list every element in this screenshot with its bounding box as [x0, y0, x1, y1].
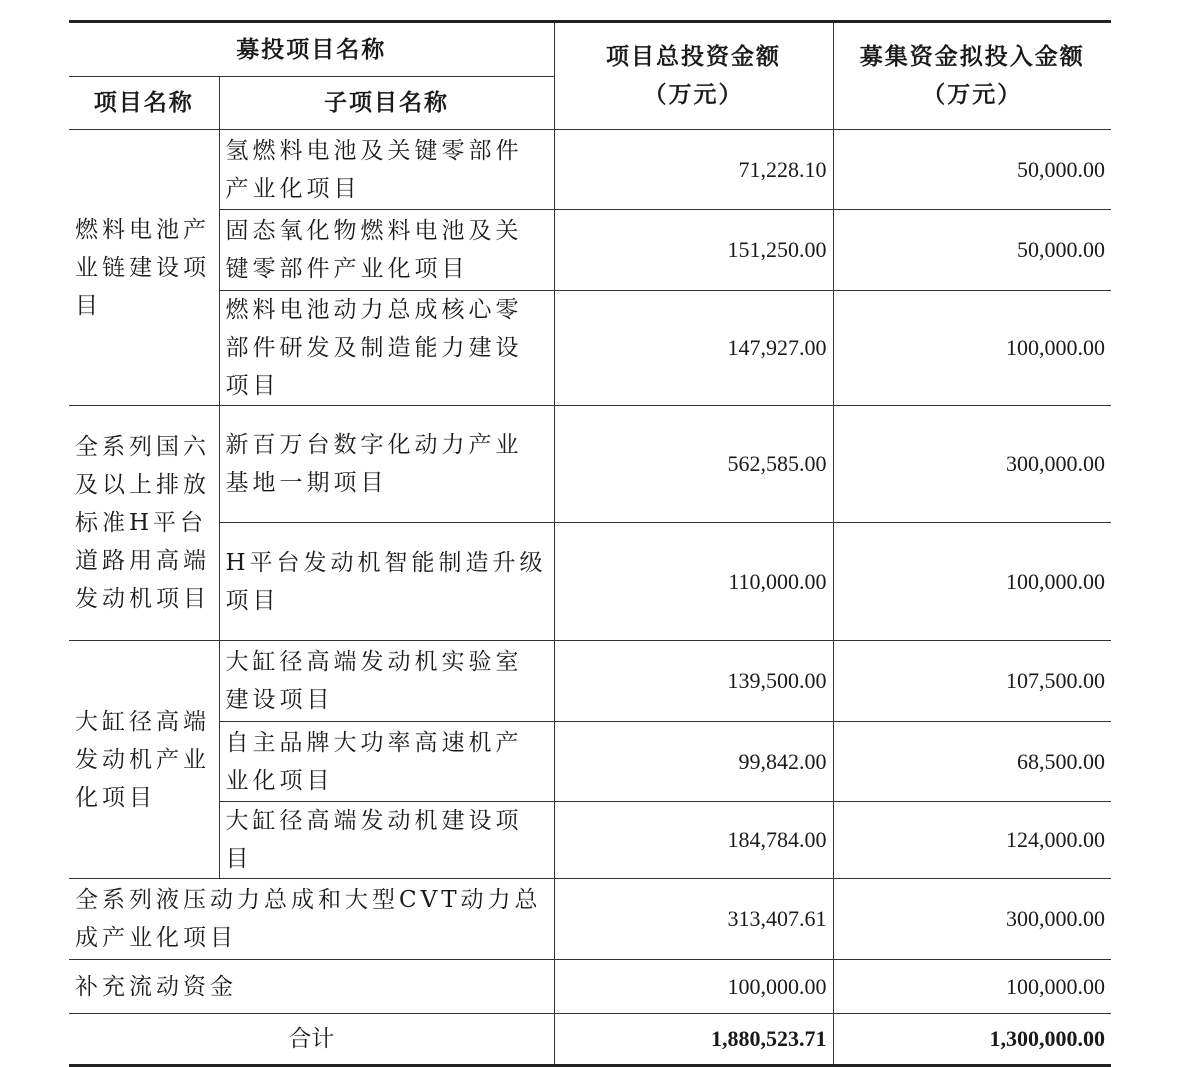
- sub-project-cell: 固态氧化物燃料电池及关键零部件产业化项目: [219, 210, 554, 291]
- project-name-cell: 全系列国六及以上排放标准H平台道路用高端发动机项目: [69, 406, 219, 641]
- header-raised-funds: 募集资金拟投入金额 （万元）: [833, 22, 1111, 130]
- table-row: [69, 879, 1111, 960]
- table-row: [69, 291, 1111, 406]
- header-group: 募投项目名称: [69, 22, 554, 77]
- project-name-cell: 大缸径高端发动机产业化项目: [69, 641, 219, 879]
- total-investment-cell: 147,927.00: [554, 291, 833, 406]
- table-row: [69, 960, 1111, 1014]
- table-row: [69, 641, 1111, 722]
- total-investment-cell: 71,228.10: [554, 130, 833, 210]
- total-investment-cell: 151,250.00: [554, 210, 833, 291]
- raised-funds-cell: 107,500.00: [833, 641, 1111, 722]
- header-total-investment: 项目总投资金额 （万元）: [554, 22, 833, 130]
- project-name-cell: 补充流动资金: [69, 960, 554, 1014]
- sub-project-cell: 自主品牌大功率高速机产业化项目: [219, 722, 554, 802]
- raised-funds-cell: 68,500.00: [833, 722, 1111, 802]
- table-row: [69, 406, 1111, 523]
- total-investment-cell: 99,842.00: [554, 722, 833, 802]
- raised-funds-cell: 124,000.00: [833, 802, 1111, 879]
- raised-funds-sum: 1,300,000.00: [833, 1014, 1111, 1066]
- table-row: [69, 722, 1111, 802]
- investment-projects-table: [69, 20, 1111, 1067]
- total-row: [69, 1014, 1111, 1066]
- total-investment-cell: 139,500.00: [554, 641, 833, 722]
- table-row: [69, 802, 1111, 879]
- total-investment-cell: 110,000.00: [554, 523, 833, 641]
- total-investment-cell: 100,000.00: [554, 960, 833, 1014]
- raised-funds-cell: 50,000.00: [833, 210, 1111, 291]
- raised-funds-cell: 100,000.00: [833, 960, 1111, 1014]
- raised-funds-cell: 100,000.00: [833, 291, 1111, 406]
- total-investment-cell: 313,407.61: [554, 879, 833, 960]
- header-sub-project-name: 子项目名称: [219, 77, 554, 130]
- total-investment-cell: 562,585.00: [554, 406, 833, 523]
- sub-project-cell: 大缸径高端发动机实验室建设项目: [219, 641, 554, 722]
- raised-funds-cell: 300,000.00: [833, 879, 1111, 960]
- sub-project-cell: 氢燃料电池及关键零部件产业化项目: [219, 130, 554, 210]
- raised-funds-cell: 50,000.00: [833, 130, 1111, 210]
- sub-project-cell: 新百万台数字化动力产业基地一期项目: [219, 406, 554, 523]
- table-row: [69, 210, 1111, 291]
- project-name-cell: 燃料电池产业链建设项目: [69, 130, 219, 406]
- table-row: [69, 523, 1111, 641]
- investment-table-container: [69, 20, 1111, 1067]
- sub-project-cell: H平台发动机智能制造升级项目: [219, 523, 554, 641]
- header-project-name: 项目名称: [69, 77, 219, 130]
- sub-project-cell: 大缸径高端发动机建设项目: [219, 802, 554, 879]
- table-row: [69, 130, 1111, 210]
- sub-project-cell: 燃料电池动力总成核心零部件研发及制造能力建设项目: [219, 291, 554, 406]
- total-investment-cell: 184,784.00: [554, 802, 833, 879]
- total-label: 合计: [69, 1014, 554, 1066]
- project-name-cell: 全系列液压动力总成和大型CVT动力总成产业化项目: [69, 879, 554, 960]
- raised-funds-cell: 300,000.00: [833, 406, 1111, 523]
- total-investment-sum: 1,880,523.71: [554, 1014, 833, 1066]
- raised-funds-cell: 100,000.00: [833, 523, 1111, 641]
- header-row-1: [69, 22, 1111, 77]
